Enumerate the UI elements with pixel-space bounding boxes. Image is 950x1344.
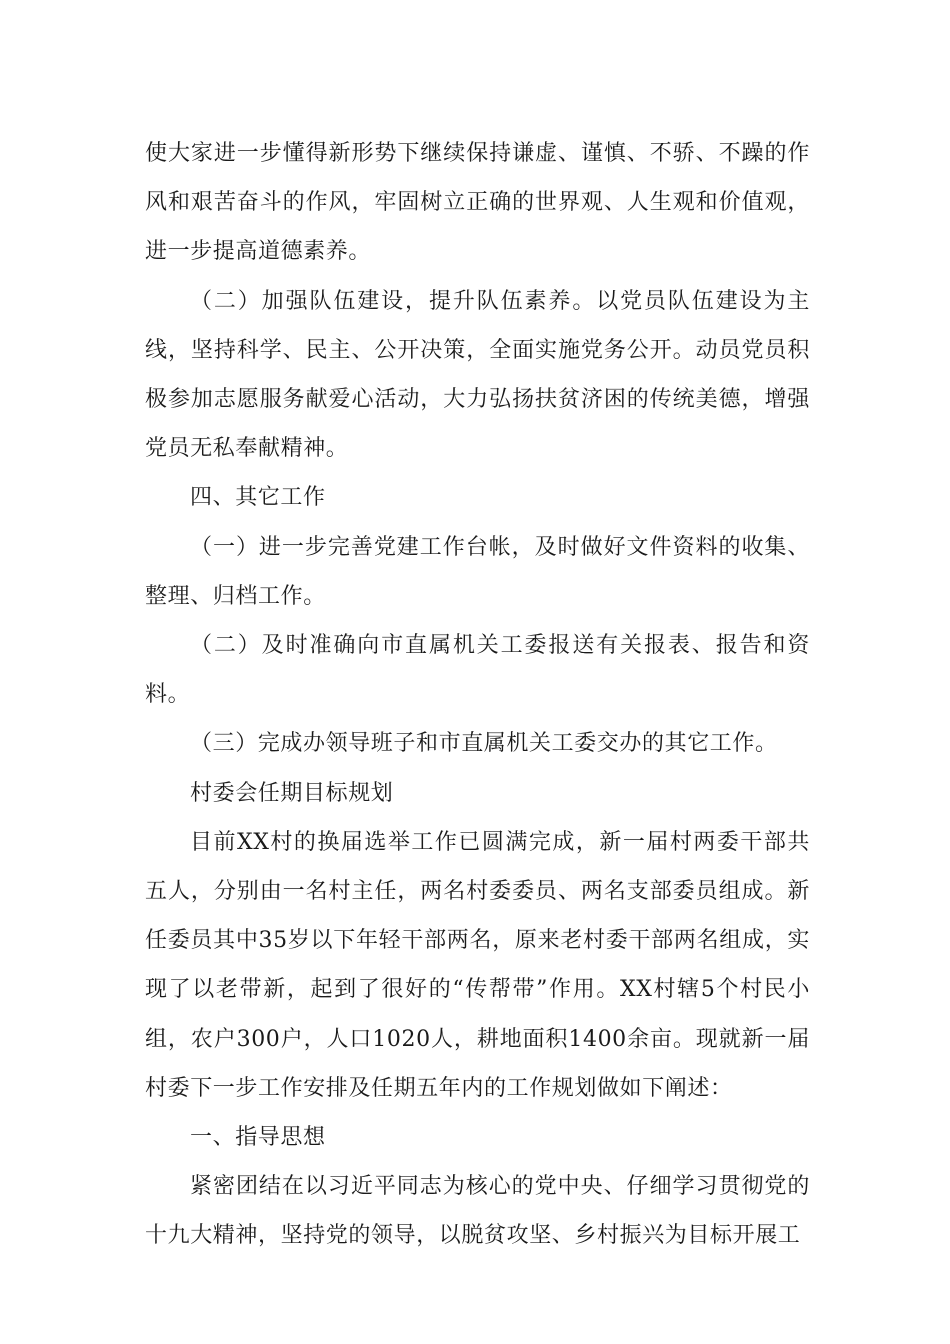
paragraph-report: （二）及时准确向市直属机关工委报送有关报表、报告和资料。 <box>145 633 810 708</box>
paragraph-assigned-work: （三）完成办领导班子和市直属机关工委交办的其它工作。 <box>190 731 778 757</box>
document-body <box>145 129 810 1261</box>
paragraph-ledger: （一）进一步完善党建工作台帐，及时做好文件资料的收集、整理、归档工作。 <box>145 534 810 609</box>
paragraph-conduct: 使大家进一步懂得新形势下继续保持谦虚、谨慎、不骄、不躁的作风和艰苦奋斗的作风，牢固树立正确的世界观、人生观和价值观，进一步提高道德素养。 <box>145 141 810 265</box>
heading-other-work: 四、其它工作 <box>190 485 326 511</box>
heading-guiding-thought: 一、指导思想 <box>190 1125 326 1151</box>
paragraph-team-building: （二）加强队伍建设，提升队伍素养。以党员队伍建设为主线，坚持科学、民主、公开决策，全面实施党务公开。动员党员积极参加志愿服务献爱心活动，大力弘扬扶贫济困的传统美德，增强党员无私奉献精神。 <box>145 288 810 462</box>
paragraph-election: 目前XX村的换届选举工作已圆满完成，新一届村两委干部共五人，分别由一名村主任，两名村委委员、两名支部委员组成。新任委员其中35岁以下年轻干部两名，原来老村委干部两名组成，实现了以老带新，起到了很好的“传帮带”作用。XX村辖5个村民小组，农户300户，人口1020人，耕地面积1400余亩。现就新一届村委下一步工作安排及任期五年内的工作规划做如下阐述： <box>145 829 810 1101</box>
heading-term-plan: 村委会任期目标规划 <box>190 780 394 806</box>
paragraph-guiding-thought: 紧密团结在以习近平同志为核心的党中央、仔细学习贯彻党的十九大精神，坚持党的领导，以脱贫攻坚、乡村振兴为目标开展工 <box>145 1174 810 1249</box>
